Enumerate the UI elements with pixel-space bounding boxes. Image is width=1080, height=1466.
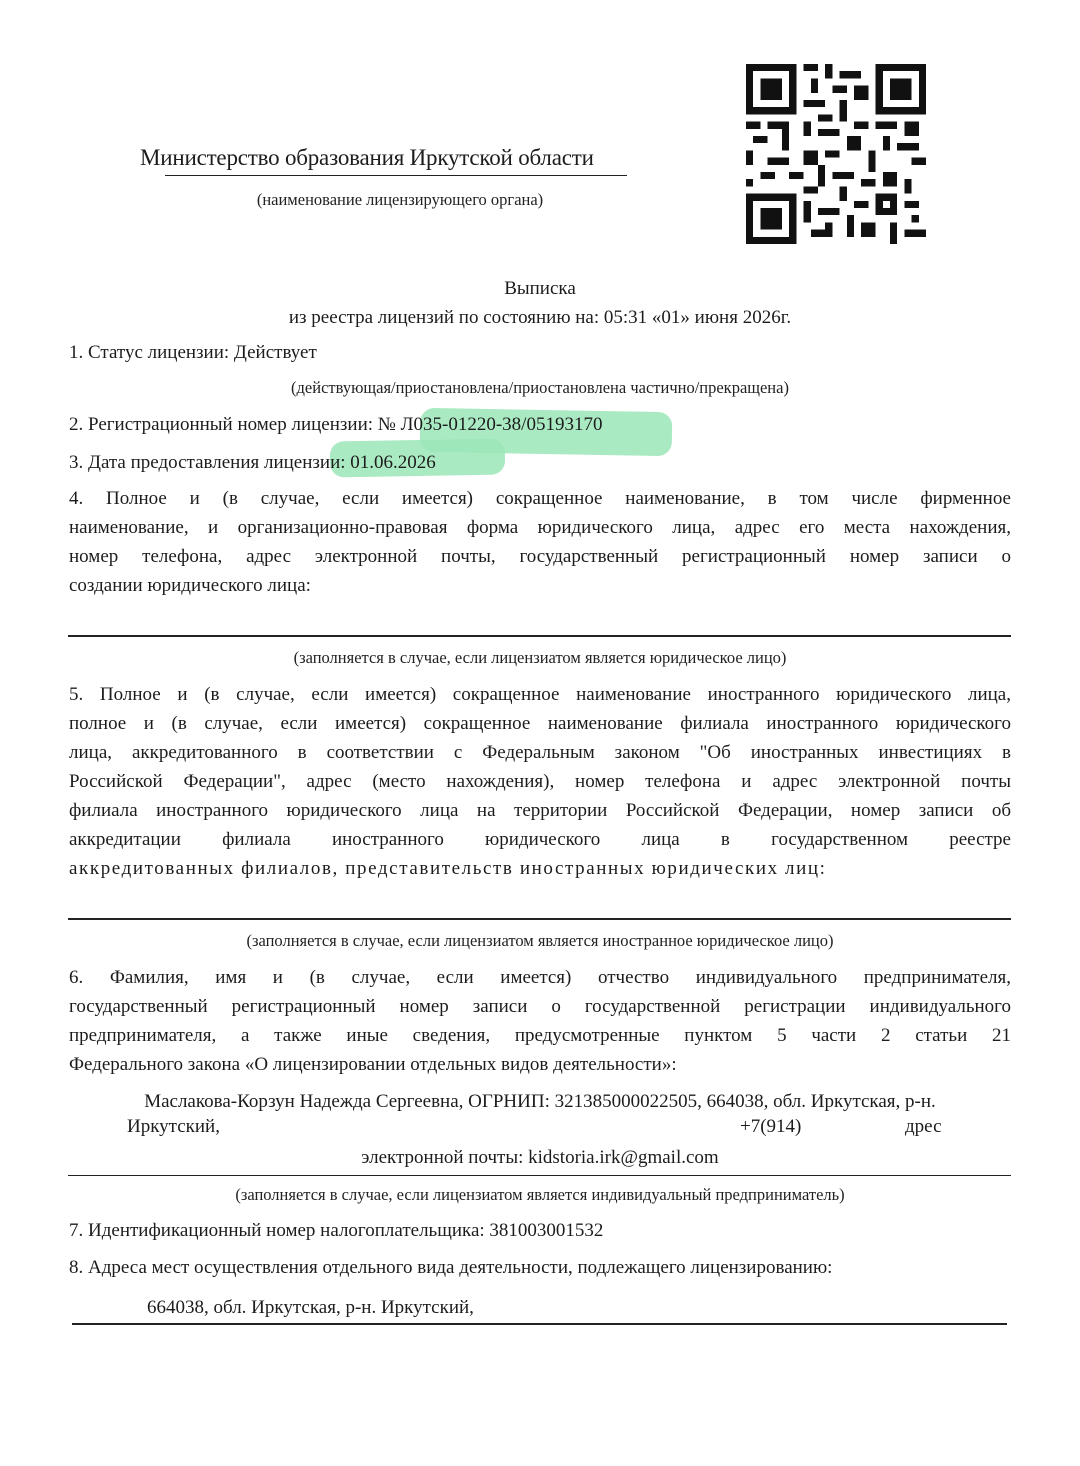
entrepreneur-info-line: дрес	[905, 1116, 942, 1137]
licensing-authority-name: Министерство образования Иркутской области	[140, 145, 594, 170]
item-6-line: государственный регистрационный номер записи о государственной регистрации индивидуального	[69, 996, 1011, 1017]
item-6-hint: (заполняется в случае, если лицензиатом является индивидуальный предприниматель)	[235, 1185, 845, 1204]
redacted-area	[530, 1292, 930, 1322]
document-subtitle: из реестра лицензий по состоянию на: 05:31 «01» июня 2026г.	[288, 307, 792, 328]
authority-underline	[165, 175, 627, 176]
item-4-line: создании юридического лица:	[69, 575, 311, 596]
entrepreneur-email: электронной почты: kidstoria.irk@gmail.com	[361, 1147, 719, 1168]
item-5-hint: (заполняется в случае, если лицензиатом является иностранное юридическое лицо)	[246, 931, 834, 950]
item-4-line: наименование, и организационно-правовая форма юридического лица, адрес его места нахождения,	[69, 517, 1011, 538]
entrepreneur-info-line: Маслакова-Корзун Надежда Сергеевна, ОГРНИП: 321385000022505, 664038, обл. Иркутская, р-н.	[144, 1091, 936, 1112]
fill-line	[72, 1323, 1007, 1325]
status-hint: (действующая/приостановлена/приостановлена частично/прекращена)	[291, 378, 789, 397]
item-6-paragraph	[69, 963, 1011, 1079]
entrepreneur-phone: +7(914)	[740, 1116, 802, 1137]
item-5-line: 5. Полное и (в случае, если имеется) сокращенное наименование иностранного юридического лица,	[69, 684, 1011, 705]
item-5-line: лица, аккредитованного в соответствии с Федеральным законом "Об иностранных инвестициях в	[69, 742, 1011, 763]
item-6-line: 6. Фамилия, имя и (в случае, если имеется) отчество индивидуального предпринимателя,	[69, 967, 1011, 988]
entrepreneur-info-line: Иркутский,	[127, 1116, 220, 1137]
license-status: 1. Статус лицензии: Действует	[69, 342, 317, 363]
item-5-line: Российской Федерации", адрес (место нахождения), номер телефона и адрес электронной почты	[69, 771, 1011, 792]
taxpayer-id: 7. Идентификационный номер налогоплательщика: 381003001532	[69, 1220, 604, 1241]
item-8-text: 8. Адреса мест осуществления отдельного вида деятельности, подлежащего лицензированию:	[69, 1257, 833, 1278]
item-5-paragraph	[69, 680, 1011, 883]
item-6-line: Федерального закона «О лицензировании отдельных видов деятельности»:	[69, 1054, 677, 1075]
fill-line	[68, 918, 1011, 920]
item-5-line: филиала иностранного юридического лица на территории Российской Федерации, номер записи об	[69, 800, 1011, 821]
item-4-paragraph	[69, 484, 1011, 600]
fill-line	[68, 1175, 1011, 1176]
fill-line	[68, 635, 1011, 637]
item-5-line: полное и (в случае, если имеется) сокращенное наименование филиала иностранного юридического	[69, 713, 1011, 734]
item-4-line: номер телефона, адрес электронной почты, государственный регистрационный номер записи о	[69, 546, 1011, 567]
item-4-hint: (заполняется в случае, если лицензиатом является юридическое лицо)	[293, 648, 787, 667]
license-date: 3. Дата предоставления лицензии: 01.06.2026	[69, 452, 436, 473]
authority-caption: (наименование лицензирующего органа)	[256, 190, 544, 209]
qr-code-icon	[746, 64, 926, 244]
activity-address: 664038, обл. Иркутская, р-н. Иркутский,	[147, 1297, 474, 1318]
item-4-line: 4. Полное и (в случае, если имеется) сокращенное наименование, в том числе фирменное	[69, 488, 1011, 509]
item-5-line: аккредитации филиала иностранного юридического лица в государственном реестре	[69, 829, 1011, 850]
item-6-line: предпринимателя, а также иные сведения, предусмотренные пунктом 5 части 2 статьи 21	[69, 1025, 1011, 1046]
registration-number: 2. Регистрационный номер лицензии: № Л035-01220-38/05193170	[69, 414, 603, 435]
item-5-line: аккредитованных филиалов, представительств иностранных юридических лиц:	[69, 858, 827, 879]
document-title: Выписка	[504, 278, 576, 299]
